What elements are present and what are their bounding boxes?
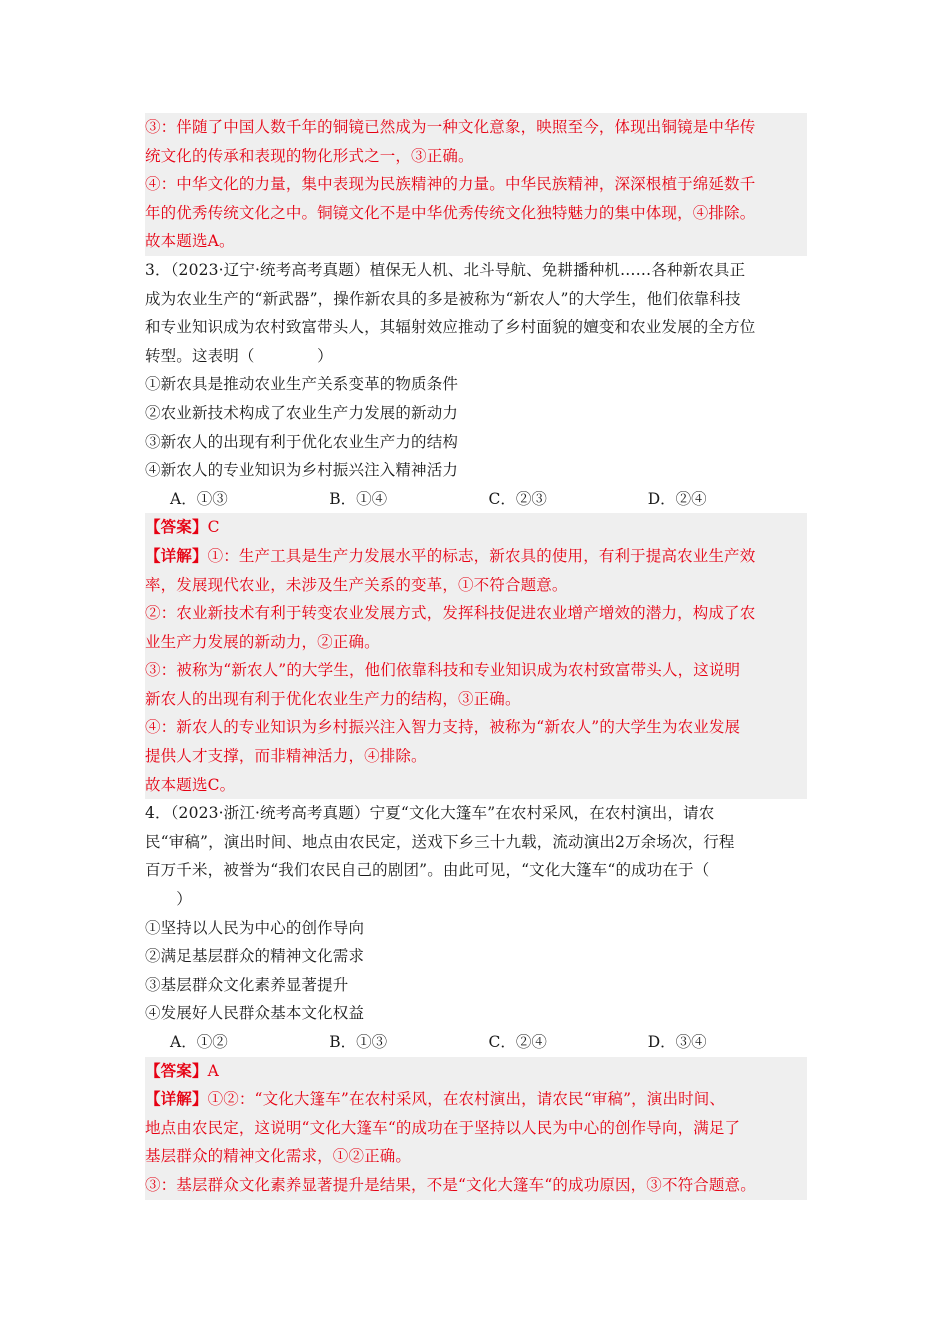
- option-b: B．①③: [329, 1033, 388, 1051]
- answer-line: [145, 1057, 807, 1086]
- detail-tag: 【详解】: [145, 1089, 208, 1109]
- explanation-line: 统文化的传承和表现的物化形式之一，③正确。: [145, 146, 474, 165]
- detail-tag: 【详解】: [145, 545, 208, 565]
- detail-line: ②：农业新技术有利于转变农业发展方式，发挥科技促进农业增产增效的潜力，构成了农: [145, 604, 756, 623]
- detail-line: [145, 542, 807, 571]
- answer-tag: 【答案】: [145, 517, 208, 537]
- explanation-line: ④：中华文化的力量，集中表现为民族精神的力量。中华民族精神，深深根植于绵延数千: [145, 175, 756, 194]
- question-stem-line: 4．（2023·浙江·统考高考真题）宁夏“文化大篷车”在农村采风，在农村演出，请农: [145, 804, 715, 823]
- detail-line: 基层群众的精神文化需求，①②正确。: [145, 1147, 412, 1166]
- detail-line: 地点由农民定，这说明“文化大篷车“的成功在于坚持以人民为中心的创作导向，满足了: [145, 1118, 741, 1137]
- detail-line: [145, 1085, 807, 1114]
- detail-line: ③：被称为“新农人”的大学生，他们依靠科技和专业知识成为农村致富带头人，这说明: [145, 661, 741, 680]
- explanation-line: 年的优秀传统文化之中。铜镜文化不是中华优秀传统文化独特魅力的集中体现，④排除。: [145, 203, 756, 222]
- answer-options: [145, 1028, 807, 1057]
- detail-line: 率，发展现代农业，未涉及生产关系的变革，①不符合题意。: [145, 575, 568, 594]
- explanation-line: 故本题选A。: [145, 232, 235, 251]
- option-d: D．②④: [647, 489, 707, 508]
- answer-value: C: [207, 518, 220, 537]
- question-3: [145, 256, 807, 513]
- statement-item: ①新农具是推动农业生产关系变革的物质条件: [145, 375, 459, 394]
- question-stem-line: 百万千米，被誉为“我们农民自己的剧团”。由此可见，“文化大篷车“的成功在于（: [145, 861, 710, 880]
- question-stem-line: 转型。这表明（ ）: [145, 346, 333, 365]
- statement-item: ③新农人的出现有利于优化农业生产力的结构: [145, 432, 459, 451]
- document-body: [145, 113, 807, 1200]
- question-stem-line: 和专业知识成为农村致富带头人，其辐射效应推动了乡村面貌的嬗变和农业发展的全方位: [145, 318, 756, 337]
- detail-text: ①②：“文化大篷车”在农村采风，在农村演出，请农民“审稿”，演出时间、: [207, 1090, 726, 1109]
- answer-value: A: [207, 1061, 219, 1080]
- detail-line: ③：基层群众文化素养显著提升是结果，不是“文化大篷车“的成功原因，③不符合题意。: [145, 1175, 756, 1194]
- question-stem-line: 民“审稿”，演出时间、地点由农民定，送戏下乡三十九载，流动演出2万余场次，行程: [145, 832, 735, 851]
- question-4-solution: [145, 1057, 807, 1200]
- detail-text: ①：生产工具是生产力发展水平的标志，新农具的使用，有利于提高农业生产效: [207, 546, 756, 565]
- detail-line: ④：新农人的专业知识为乡村振兴注入智力支持，被称为“新农人”的大学生为农业发展: [145, 718, 741, 737]
- answer-tag: 【答案】: [145, 1060, 208, 1080]
- option-c: C．②④: [488, 1033, 547, 1051]
- statement-item: ②农业新技术构成了农业生产力发展的新动力: [145, 403, 459, 422]
- detail-line: 新农人的出现有利于优化农业生产力的结构，③正确。: [145, 689, 521, 708]
- detail-line: 业生产力发展的新动力，②正确。: [145, 632, 380, 651]
- question-stem-line: ）: [145, 890, 192, 909]
- answer-line: [145, 513, 807, 542]
- question-stem-line: 3．（2023·辽宁·统考高考真题）植保无人机、北斗导航、免耕播种机……各种新农具正: [145, 260, 746, 279]
- question-4: [145, 799, 807, 1056]
- option-a: A．①③: [170, 489, 228, 508]
- question-stem-line: 成为农业生产的“新武器”，操作新农具的多是被称为“新农人”的大学生，他们依靠科技: [145, 289, 741, 308]
- option-a: A．①②: [170, 1033, 228, 1051]
- explanation-line: ③：伴随了中国人数千年的铜镜已然成为一种文化意象，映照至今，体现出铜镜是中华传: [145, 118, 756, 136]
- answer-options: [145, 485, 807, 514]
- option-d: D．③④: [647, 1033, 707, 1051]
- option-b: B．①④: [329, 489, 388, 508]
- statement-item: ②满足基层群众的精神文化需求: [145, 947, 365, 966]
- detail-line: 故本题选C。: [145, 775, 236, 794]
- previous-explanation-block: [145, 113, 807, 256]
- statement-item: ④发展好人民群众基本文化权益: [145, 1004, 365, 1023]
- statement-item: ③基层群众文化素养显著提升: [145, 975, 349, 994]
- statement-item: ④新农人的专业知识为乡村振兴注入精神活力: [145, 461, 459, 480]
- question-3-solution: [145, 513, 807, 799]
- option-c: C．②③: [488, 489, 547, 508]
- detail-line: 提供人才支撑，而非精神活力，④排除。: [145, 747, 427, 766]
- statement-item: ①坚持以人民为中心的创作导向: [145, 918, 365, 937]
